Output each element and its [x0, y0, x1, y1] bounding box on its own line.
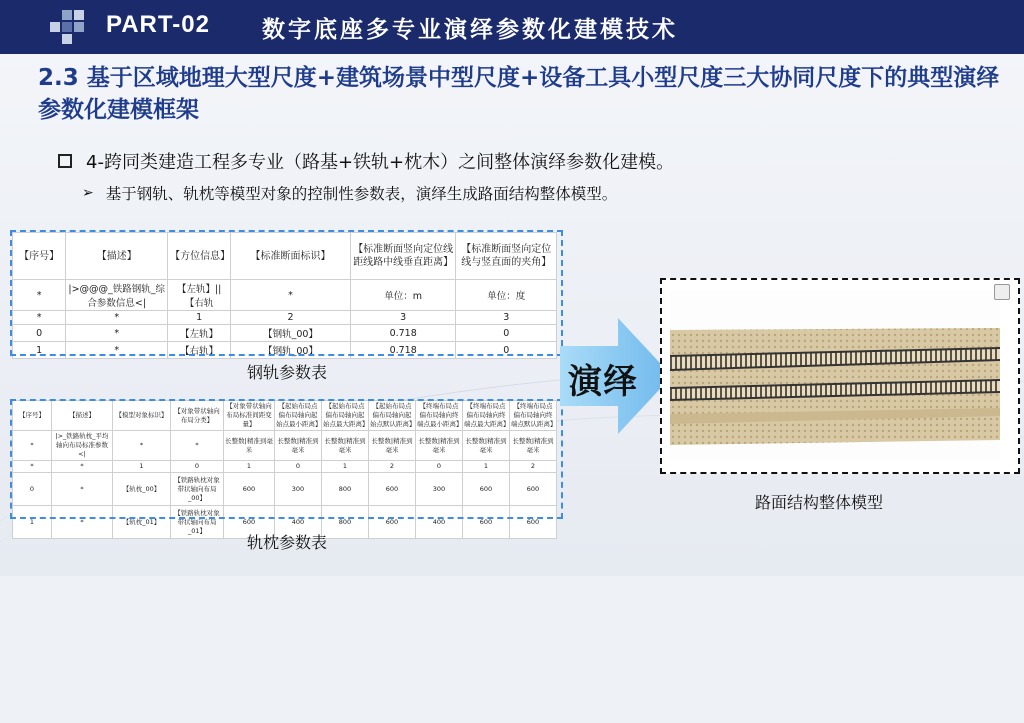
table-cell: 1: [168, 311, 231, 325]
model-caption: 路面结构整体模型: [755, 493, 884, 512]
table-cell: 【钢轨_00】: [231, 325, 351, 342]
table-cell: 1: [113, 461, 171, 473]
table-cell: 800: [322, 506, 369, 539]
table-cell: 0: [275, 461, 322, 473]
table-cell: 600: [224, 506, 275, 539]
table-cell: 【钢轨_00】: [231, 342, 351, 359]
table-cell: 3: [350, 311, 456, 325]
table-cell: *: [13, 431, 52, 461]
section-title: 2.3 基于区域地理大型尺度+建筑场景中型尺度+设备工具小型尺度三大协同尺度下的典型演绎参数化建模框架: [38, 65, 1000, 123]
table-header-cell: 【描述】: [52, 401, 113, 431]
table-header-cell: 【对象带状轴向布局标准间距变量】: [224, 401, 275, 431]
table-cell: *: [52, 473, 113, 506]
table-cell: 长整数|精准到毫米: [510, 431, 557, 461]
sub-bullet-text: 基于钢轨、轨枕等模型对象的控制性参数表，演绎生成路面结构整体模型。: [105, 185, 618, 203]
table-cell: 0: [13, 325, 66, 342]
table-header-cell: 【终端布局点偏布局轴向终端点默认距离】: [510, 401, 557, 431]
table-header-cell: 【标准断面标识】: [231, 233, 351, 280]
table-cell: 【铁路轨枕对象带状轴向布局_00】: [171, 473, 224, 506]
table-cell: 0: [416, 461, 463, 473]
page-title: 数字底座多专业演绎参数化建模技术: [262, 17, 678, 43]
table-header-cell: 【起始布局点偏布局轴向起始点最大距离】: [322, 401, 369, 431]
table-cell: 长整数|精准到毫米: [416, 431, 463, 461]
table-cell: 800: [322, 473, 369, 506]
table-cell: 0: [456, 342, 557, 359]
table-cell: *: [52, 506, 113, 539]
table-cell: 300: [275, 473, 322, 506]
table-header-cell: 【终端布局点偏布局轴向终端点最大距离】: [463, 401, 510, 431]
view-cube-icon[interactable]: [994, 284, 1010, 300]
table-cell: 600: [369, 506, 416, 539]
table-cell: 600: [224, 473, 275, 506]
table-header-cell: 【模型对象标识】: [113, 401, 171, 431]
table-header-cell: 【终端布局点偏布局轴向终端点最小距离】: [416, 401, 463, 431]
arrowhead-bullet-icon: ➢: [82, 185, 94, 201]
table-cell: *: [171, 431, 224, 461]
table-cell: 600: [463, 506, 510, 539]
table-header-cell: 【起始布局点偏布局轴向起始点默认距离】: [369, 401, 416, 431]
table-cell: *: [52, 461, 113, 473]
track-model-render: [670, 290, 1000, 460]
table-cell: |>@@@_铁路钢轨_综合参数信息<|: [66, 280, 168, 311]
table-header-cell: 【标准断面竖向定位线距线路中线垂直距离】: [350, 233, 456, 280]
table-cell: *: [13, 461, 52, 473]
model-preview-panel: [660, 278, 1020, 474]
bullet-text: 4-跨同类建造工程多专业（路基+铁轨+枕木）之间整体演绎参数化建模。: [86, 152, 675, 173]
table-cell: 300: [416, 473, 463, 506]
bullet-item: [58, 148, 674, 174]
header-bar: [0, 0, 1024, 54]
table-header-cell: 【序号】: [13, 401, 52, 431]
table-cell: |>_铁路轨枕_平均轴向布局标准参数<|: [52, 431, 113, 461]
table-cell: 0.718: [350, 325, 456, 342]
table-cell: *: [113, 431, 171, 461]
table-cell: *: [13, 280, 66, 311]
table-cell: 0: [456, 325, 557, 342]
table-cell: *: [231, 280, 351, 311]
table-cell: *: [66, 342, 168, 359]
table-header-cell: 【对象带状轴向布局分类】: [171, 401, 224, 431]
table-cell: 【铁路轨枕对象带状轴向布局_01】: [171, 506, 224, 539]
table-cell: 3: [456, 311, 557, 325]
table-cell: *: [13, 311, 66, 325]
table-cell: 2: [510, 461, 557, 473]
derivation-label: 演绎: [568, 362, 638, 402]
table-cell: 600: [369, 473, 416, 506]
table-header-cell: 【方位信息】: [168, 233, 231, 280]
hollow-square-bullet-icon: [58, 154, 72, 168]
sleeper-table-caption: 轨枕参数表: [247, 533, 328, 552]
table-cell: 2: [369, 461, 416, 473]
rail-table-highlight: [10, 230, 563, 356]
sleeper-table-highlight: [10, 399, 563, 519]
road-structure-model-view: [670, 290, 1000, 460]
table-cell: 单位：m: [350, 280, 456, 311]
table-header-cell: 【起始布局点偏布局轴向起始点最小距离】: [275, 401, 322, 431]
table-cell: 长整数|精准到毫米: [322, 431, 369, 461]
table-cell: 长整数|精准到毫米: [463, 431, 510, 461]
table-cell: *: [66, 311, 168, 325]
part-label: PART-02: [106, 11, 210, 38]
table-cell: *: [66, 325, 168, 342]
table-cell: 1: [13, 506, 52, 539]
table-cell: 0: [171, 461, 224, 473]
table-cell: 【轨枕_01】: [113, 506, 171, 539]
table-cell: 400: [416, 506, 463, 539]
table-cell: 0: [13, 473, 52, 506]
table-cell: 1: [463, 461, 510, 473]
sub-bullet-item: [82, 182, 617, 204]
squares-decoration-icon: [8, 10, 88, 44]
table-cell: 长整数|精准到毫米: [275, 431, 322, 461]
table-cell: 【右轨】: [168, 342, 231, 359]
table-cell: 长整数|精准到毫米: [224, 431, 275, 461]
rail-table-caption: 钢轨参数表: [247, 363, 328, 382]
table-cell: 0.718: [350, 342, 456, 359]
table-cell: 600: [510, 506, 557, 539]
table-cell: 长整数|精准到毫米: [369, 431, 416, 461]
table-header-cell: 【标准断面竖向定位线与竖直面的夹角】: [456, 233, 557, 280]
table-cell: 【轨枕_00】: [113, 473, 171, 506]
table-cell: 2: [231, 311, 351, 325]
table-header-cell: 【序号】: [13, 233, 66, 280]
table-cell: 【左轨】: [168, 325, 231, 342]
table-cell: 600: [510, 473, 557, 506]
table-cell: 1: [322, 461, 369, 473]
table-cell: 600: [463, 473, 510, 506]
table-header-cell: 【描述】: [66, 233, 168, 280]
table-cell: 1: [224, 461, 275, 473]
table-cell: 单位：度: [456, 280, 557, 311]
table-cell: 400: [275, 506, 322, 539]
table-cell: 【左轨】||【右轨: [168, 280, 231, 311]
table-cell: 1: [13, 342, 66, 359]
